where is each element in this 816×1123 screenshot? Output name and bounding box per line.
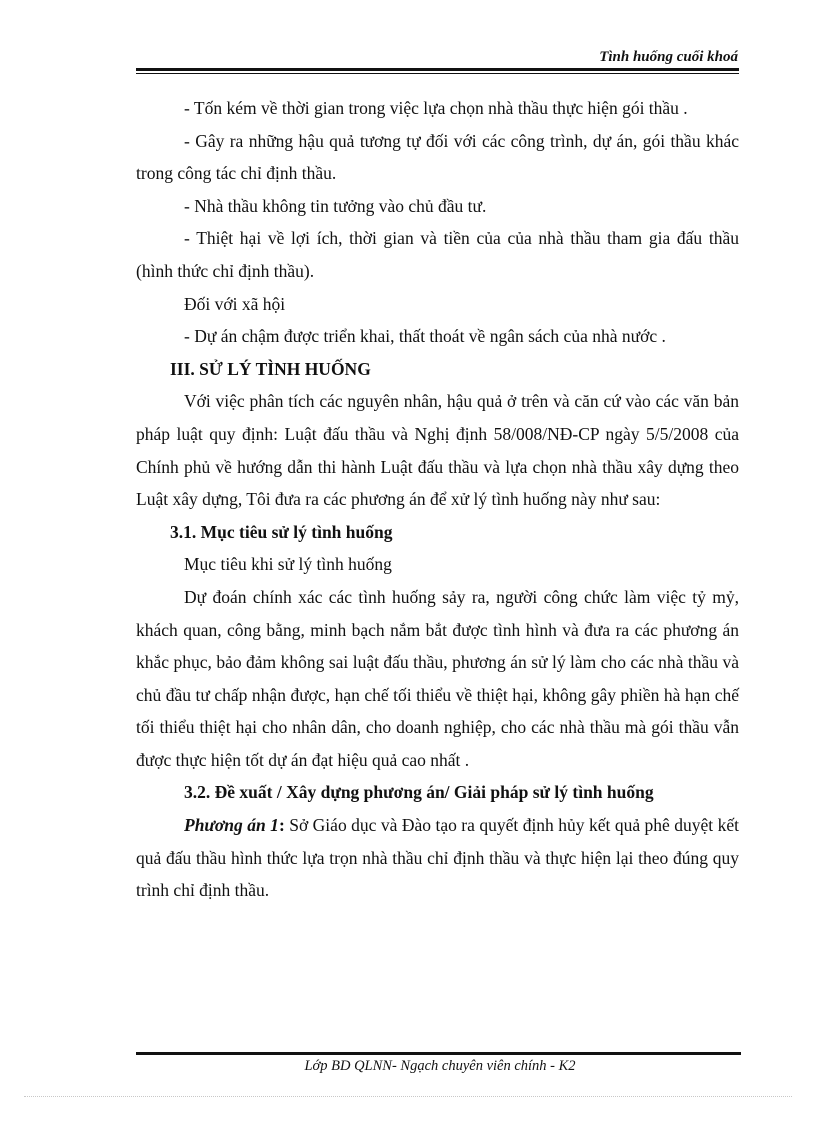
paragraph: - Tốn kém về thời gian trong việc lựa chọn nhà thầu thực hiện gói thầu .: [184, 98, 688, 118]
paragraph: Mục tiêu khi sử lý tình huống: [184, 554, 392, 575]
option-text: Sở Giáo dục và Đào tạo ra quyết định hủy kết quả phê duyệt kết quả đấu thầu hình thức lựa trọn nhà thầu chỉ định thầu và thực hiện lại theo đúng quy trình chỉ định thầu.: [136, 815, 739, 901]
paragraph: - Dự án chậm được triển khai, thất thoát về ngân sách của nhà nước .: [184, 326, 666, 347]
page-bottom-dotted-line: [24, 1096, 792, 1097]
paragraph: - Nhà thầu không tin tưởng vào chủ đầu tư.: [184, 195, 487, 216]
footer-rule: [136, 1052, 741, 1055]
running-header-title: Tình huống cuối khoá: [599, 49, 738, 65]
paragraph: Với việc phân tích các nguyên nhân, hậu quả ở trên và căn cứ vào các văn bản pháp luật quy định: Luật đấu thầu và Nghị định 58/008/NĐ-CP ngày 5/5/2008 của Chính phủ về hướng dẫn thi hành Luật đấu thầu và lựa chọn nhà thầu xây dựng theo Luật xây dựng, Tôi đưa ra các phương án để xử lý tình huống này như sau:: [136, 391, 739, 510]
subsection-heading: 3.2. Đề xuất / Xây dựng phương án/ Giải pháp sử lý tình huống: [184, 782, 654, 803]
subsection-heading: 3.1. Mục tiêu sử lý tình huống: [170, 521, 393, 542]
option-colon: :: [278, 815, 285, 836]
paragraph: [136, 809, 739, 907]
header-rule-thick: [136, 68, 739, 71]
paragraph: - Gây ra những hậu quả tương tự đối với các công trình, dự án, gói thầu khác trong công tác chỉ định thầu.: [136, 130, 739, 184]
footer-text: Lớp BD QLNN- Ngạch chuyên viên chính - K2: [304, 1058, 576, 1074]
paragraph: Dự đoán chính xác các tình huống sảy ra, người công chức làm việc tỷ mỷ, khách quan, công bằng, minh bạch nắm bắt được tình hình và đưa ra các phương án khắc phục, bảo đảm không sai luật đấu thầu, phương án sử lý làm cho các nhà thầu và chủ đầu tư chấp nhận được, hạn chế tối thiểu về thiệt hại, không gây phiền hà hạn chế tối thiểu thiệt hại cho nhân dân, cho doanh nghiệp, cho các nhà thầu mà gói thầu vẫn được thực hiện tốt dự án đạt hiệu quả cao nhất .: [136, 586, 739, 770]
option-label: Phương án 1: [184, 815, 279, 836]
header-rule-thin: [136, 73, 739, 74]
section-heading: III. SỬ LÝ TÌNH HUỐNG: [170, 358, 371, 379]
paragraph: Đối với xã hội: [184, 293, 286, 314]
paragraph: - Thiệt hại về lợi ích, thời gian và tiền của của nhà thầu tham gia đấu thầu (hình thức chỉ định thầu).: [136, 228, 739, 281]
document-body: [136, 92, 739, 907]
